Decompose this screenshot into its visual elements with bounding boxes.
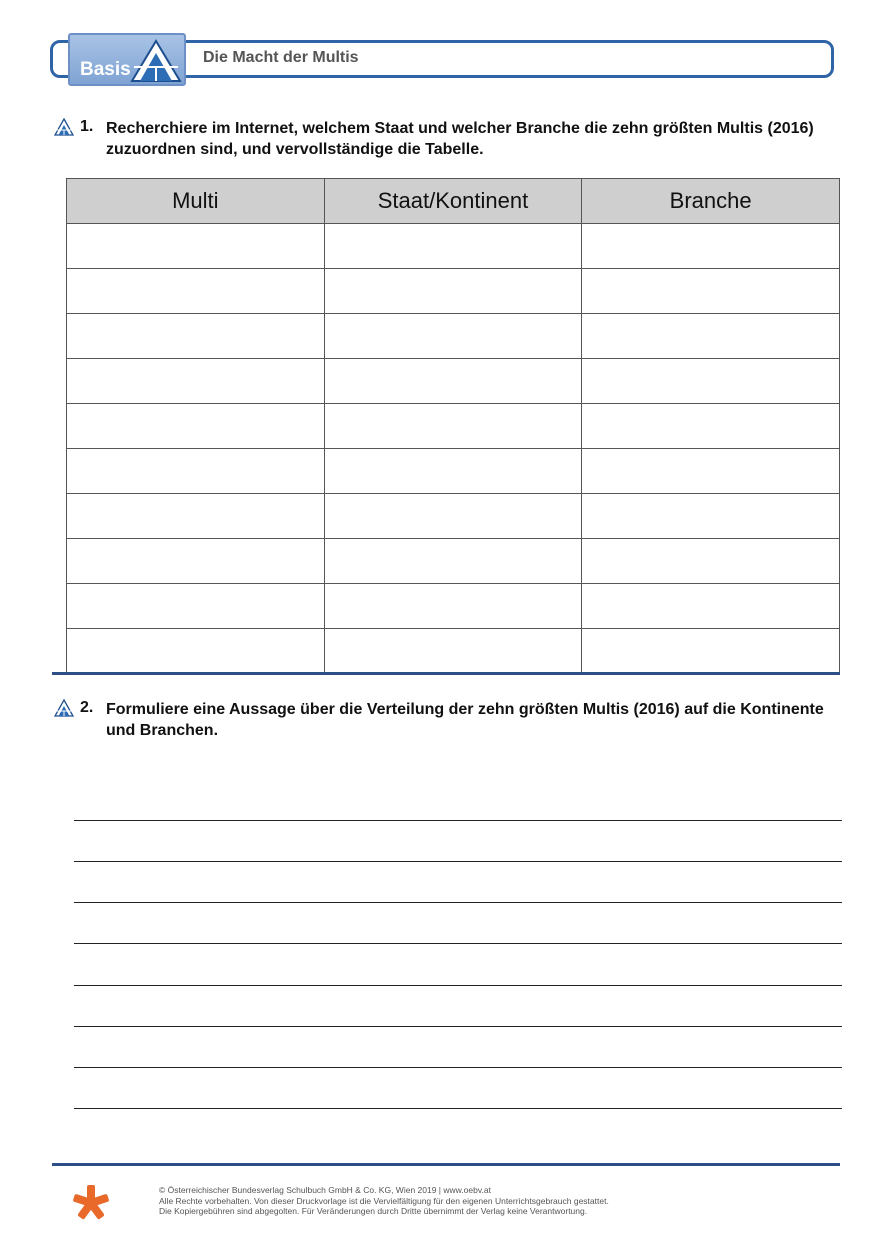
table-cell[interactable] xyxy=(67,539,325,584)
task-number: 2. xyxy=(80,699,94,716)
footer-line: Die Kopiergebühren sind abgegolten. Für Veränderungen durch Dritte übernimmt der Verlag keine Verantwortung. xyxy=(159,1206,588,1216)
table-row xyxy=(67,224,840,269)
table-cell[interactable] xyxy=(582,584,840,629)
writing-line[interactable] xyxy=(74,1026,842,1027)
level-badge-label: Basis xyxy=(80,59,131,80)
table-cell[interactable] xyxy=(582,449,840,494)
writing-line[interactable] xyxy=(74,1067,842,1068)
basis-level-icon xyxy=(54,699,74,717)
table-row xyxy=(67,539,840,584)
table-cell[interactable] xyxy=(324,359,582,404)
answer-table xyxy=(66,178,840,674)
table-cell[interactable] xyxy=(67,449,325,494)
task-number: 1. xyxy=(80,118,94,135)
writing-line[interactable] xyxy=(74,820,842,821)
table-cell[interactable] xyxy=(582,539,840,584)
table-cell[interactable] xyxy=(582,314,840,359)
basis-level-icon xyxy=(54,118,74,136)
table-cell[interactable] xyxy=(324,314,582,359)
table-row xyxy=(67,449,840,494)
table-cell[interactable] xyxy=(67,404,325,449)
column-header-staat: Staat/Kontinent xyxy=(324,179,582,224)
table-cell[interactable] xyxy=(582,269,840,314)
footer-divider xyxy=(52,1163,840,1166)
footer-line: Alle Rechte vorbehalten. Von dieser Druckvorlage ist die Vervielfältigung für den eigenen Unterrichtsgebrauch gestattet. xyxy=(159,1195,609,1206)
table-cell[interactable] xyxy=(67,629,325,674)
table-cell[interactable] xyxy=(67,359,325,404)
task-instruction: Recherchiere im Internet, welchem Staat und welcher Branche die zehn größten Multis (2016) zuzuordnen sind, und vervollständige die Tabelle. xyxy=(106,120,814,158)
table-row xyxy=(67,629,840,674)
table-cell[interactable] xyxy=(582,404,840,449)
table-cell[interactable] xyxy=(324,224,582,269)
writing-line[interactable] xyxy=(74,861,842,862)
table-cell[interactable] xyxy=(324,269,582,314)
page-title: Die Macht der Multis xyxy=(203,49,359,66)
basis-triangle-icon xyxy=(128,37,184,83)
table-cell[interactable] xyxy=(582,359,840,404)
section-divider xyxy=(52,672,840,675)
table-row xyxy=(67,404,840,449)
table-cell[interactable] xyxy=(324,404,582,449)
table-cell[interactable] xyxy=(67,314,325,359)
table-row xyxy=(67,269,840,314)
table-cell[interactable] xyxy=(324,584,582,629)
footer-line: © Österreichischer Bundesverlag Schulbuch GmbH & Co. KG, Wien 2019 | www.oebv.at xyxy=(159,1185,491,1195)
oebv-star-logo xyxy=(72,1184,110,1222)
writing-line[interactable] xyxy=(74,943,842,944)
table-row xyxy=(67,314,840,359)
table-cell[interactable] xyxy=(582,224,840,269)
table-cell[interactable] xyxy=(582,494,840,539)
table-cell[interactable] xyxy=(324,539,582,584)
table-cell[interactable] xyxy=(67,494,325,539)
table-cell[interactable] xyxy=(67,224,325,269)
table-cell[interactable] xyxy=(324,494,582,539)
writing-line[interactable] xyxy=(74,1108,842,1109)
table-row xyxy=(67,494,840,539)
table-cell[interactable] xyxy=(324,449,582,494)
table-cell[interactable] xyxy=(67,269,325,314)
task-instruction: Formuliere eine Aussage über die Verteilung der zehn größten Multis (2016) auf die Kontinente und Branchen. xyxy=(106,701,824,739)
table-row xyxy=(67,359,840,404)
table-cell[interactable] xyxy=(582,629,840,674)
writing-line[interactable] xyxy=(74,985,842,986)
footer-copyright xyxy=(159,1185,609,1217)
level-badge xyxy=(68,33,186,86)
table-cell[interactable] xyxy=(324,629,582,674)
table-cell[interactable] xyxy=(67,584,325,629)
table-row xyxy=(67,584,840,629)
column-header-branche: Branche xyxy=(582,179,840,224)
table-header-row xyxy=(67,179,840,224)
writing-line[interactable] xyxy=(74,902,842,903)
column-header-multi: Multi xyxy=(67,179,325,224)
